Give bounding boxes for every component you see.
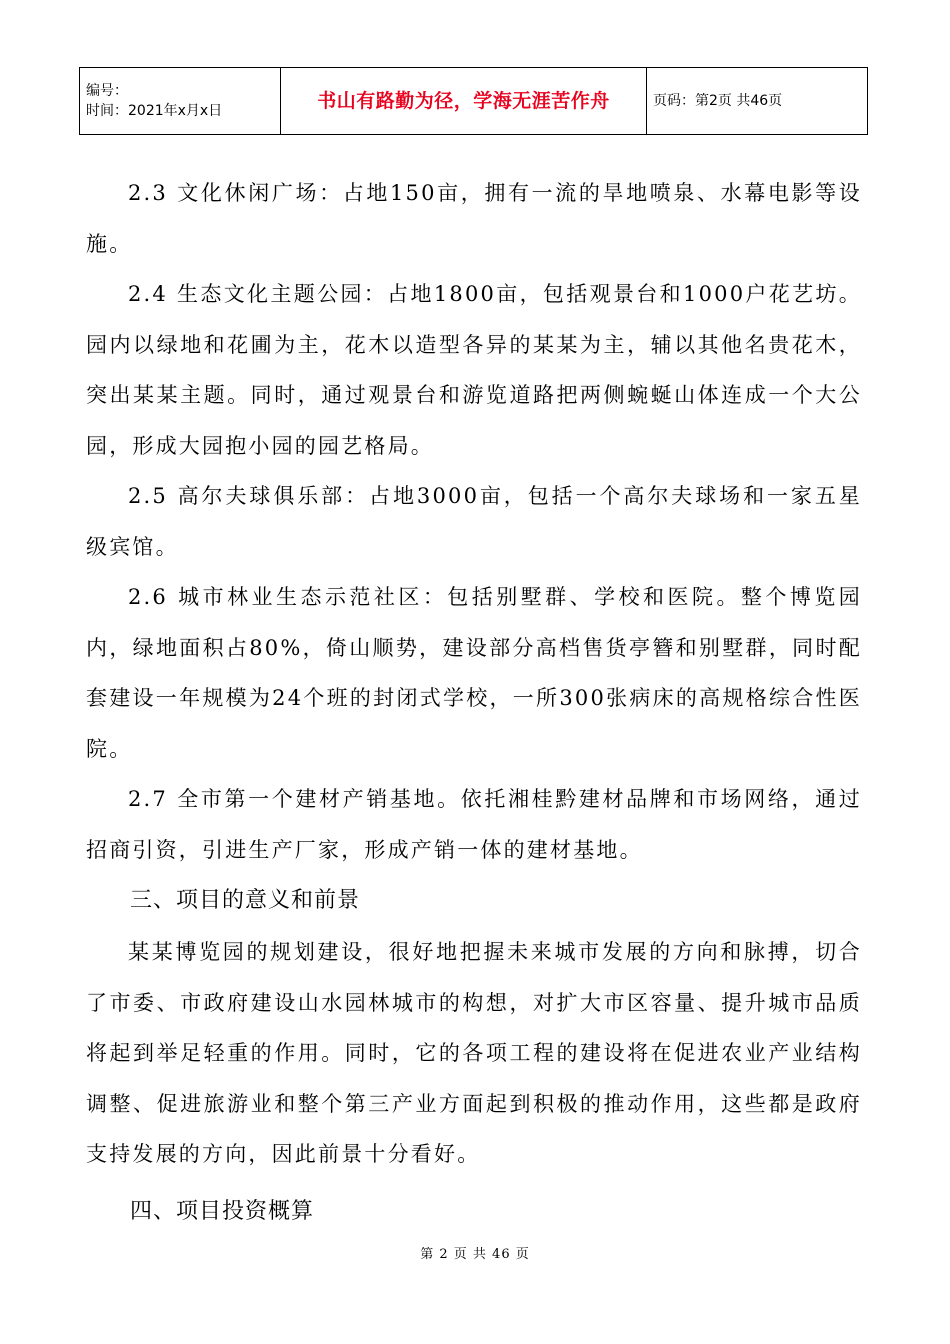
paragraph-2-4: 2.4 生态文化主题公园：占地1800亩，包括观景台和1000户花艺坊。园内以绿地和花圃为主，花木以造型各异的某某为主，辅以其他名贵花木，突出某某主题。同时，通过观景台和游览道路把两侧蜿蜒山体连成一个大公园，形成大园抱小园的园艺格局。 bbox=[86, 282, 862, 458]
date-text: 时间：2021年x月x日 bbox=[86, 103, 223, 119]
paragraph-2-3: 2.3 文化休闲广场：占地150亩，拥有一流的旱地喷泉、水幕电影等设施。 bbox=[86, 181, 862, 256]
page-code: 页码：第2页 共46页 bbox=[647, 68, 868, 135]
paragraph-significance: 某某博览园的规划建设，很好地把握未来城市发展的方向和脉搏，切合了市委、市政府建设山水园林城市的构想，对扩大市区容量、提升城市品质将起到举足轻重的作用。同时，它的各项工程的建设将在促进农业产业结构调整、促进旅游业和整个第三产业方面起到积极的推动作用，这些都是政府支持发展的方向，因此前景十分看好。 bbox=[86, 940, 862, 1166]
section-heading-3: 三、项目的意义和前景 bbox=[130, 888, 361, 913]
paragraph-2-7: 2.7 全市第一个建材产销基地。依托湘桂黔建材品牌和市场网络，通过招商引资，引进生产厂家，形成产销一体的建材基地。 bbox=[86, 787, 862, 862]
doc-number-label: 编号： bbox=[86, 83, 128, 99]
document-body bbox=[86, 168, 862, 1238]
motto-text: 书山有路勤为径，学海无涯苦作舟 bbox=[281, 68, 647, 135]
header-table bbox=[79, 67, 868, 135]
page-footer: 第 2 页 共 46 页 bbox=[420, 1247, 530, 1262]
section-heading-4: 四、项目投资概算 bbox=[130, 1198, 315, 1224]
paragraph-2-5: 2.5 高尔夫球俱乐部：占地3000亩，包括一个高尔夫球场和一家五星级宾馆。 bbox=[86, 484, 862, 559]
paragraph-2-6: 2.6 城市林业生态示范社区：包括别墅群、学校和医院。整个博览园内，绿地面积占80%，倚山顺势，建设部分高档售货亭簪和别墅群，同时配套建设一年规模为24个班的封闭式学校，一所300张病床的高规格综合性医院。 bbox=[86, 585, 862, 761]
header-meta-cell bbox=[80, 68, 281, 135]
